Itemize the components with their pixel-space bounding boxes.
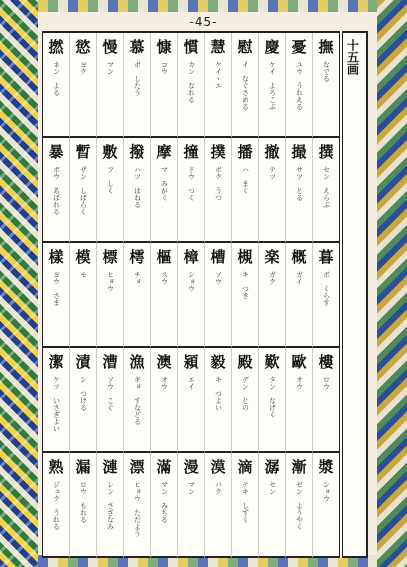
kanji-cell (97, 453, 124, 558)
kanji-cell (259, 243, 286, 348)
kanji-cell (151, 243, 178, 348)
kanji-character: 播 (237, 143, 253, 161)
kanji-cell (313, 348, 340, 453)
kanji-reading: イ なぐさめる (241, 61, 250, 110)
kanji-character: 槻 (237, 248, 253, 266)
kanji-reading: ユウ うれえる (295, 61, 304, 110)
kanji-reading: ガク (268, 271, 277, 285)
kanji-cell (259, 453, 286, 558)
kanji-cell (259, 138, 286, 243)
kanji-cell (178, 348, 205, 453)
kanji-character: 撥 (129, 143, 145, 161)
kanji-character: 憂 (291, 38, 307, 56)
kanji-reading: なでる (322, 61, 331, 82)
kanji-reading: ヒョウ ただよう (133, 481, 142, 537)
kanji-character: 澳 (156, 353, 172, 371)
kanji-cell (151, 453, 178, 558)
kanji-cell (43, 348, 70, 453)
kanji-cell (232, 138, 259, 243)
kanji-cell (259, 348, 286, 453)
kanji-cell (178, 138, 205, 243)
kanji-cell (43, 33, 70, 138)
kanji-reading: ボウ あばれる (52, 166, 61, 215)
kanji-character: 漸 (291, 458, 307, 476)
kanji-reading: ハツ はねる (133, 166, 142, 208)
kanji-reading: ギョ すなどる (133, 376, 142, 425)
kanji-character: 漕 (102, 353, 118, 371)
kanji-reading: カン なれる (187, 61, 196, 103)
kanji-character: 漏 (75, 458, 91, 476)
kanji-cell (232, 453, 259, 558)
kanji-cell (43, 138, 70, 243)
kanji-cell (151, 348, 178, 453)
kanji-cell (205, 138, 232, 243)
kanji-cell (124, 138, 151, 243)
kanji-reading: マン (187, 481, 196, 495)
kanji-cell (286, 138, 313, 243)
kanji-reading: セン えらぶ (322, 166, 331, 208)
kanji-cell (286, 33, 313, 138)
kanji-character: 撞 (183, 143, 199, 161)
kanji-cell (286, 243, 313, 348)
kanji-reading: キ つよい (214, 376, 223, 411)
kanji-character: 漁 (129, 353, 145, 371)
kanji-character: 暴 (48, 143, 64, 161)
kanji-cell (313, 138, 340, 243)
kanji-reading: マ みがく (160, 166, 169, 201)
kanji-reading: ドウ つく (187, 166, 196, 201)
kanji-reading: ハ まく (241, 166, 250, 194)
kanji-reading: コウ (160, 61, 169, 75)
kanji-cell (97, 33, 124, 138)
kanji-table (42, 31, 368, 558)
kanji-cell (205, 453, 232, 558)
kanji-character: 漿 (318, 458, 334, 476)
kanji-character: 慶 (264, 38, 280, 56)
kanji-reading: テキ しずく (241, 481, 250, 523)
kanji-character: 慰 (237, 38, 253, 56)
kanji-character: 殿 (237, 353, 253, 371)
kanji-character: 撰 (318, 143, 334, 161)
stroke-count-label: 十五画 (345, 39, 360, 75)
kanji-character: 慣 (183, 38, 199, 56)
kanji-reading: マン みちる (160, 481, 169, 523)
kanji-character: 慾 (75, 38, 91, 56)
kanji-character: 滴 (237, 458, 253, 476)
kanji-cell (43, 243, 70, 348)
kanji-character: 槽 (210, 248, 226, 266)
kanji-character: 潔 (48, 353, 64, 371)
kanji-character: 撚 (48, 38, 64, 56)
kanji-cell (205, 348, 232, 453)
kanji-character: 慢 (102, 38, 118, 56)
kanji-character: 概 (291, 248, 307, 266)
kanji-reading: ロウ (322, 376, 331, 390)
kanji-character: 樗 (129, 248, 145, 266)
kanji-reading: バク (214, 481, 223, 495)
page-number: -45- (189, 15, 218, 29)
kanji-cell (124, 453, 151, 558)
kanji-character: 漂 (129, 458, 145, 476)
kanji-cell (259, 33, 286, 138)
kanji-cell (178, 453, 205, 558)
kanji-cell (151, 138, 178, 243)
kanji-character: 歐 (291, 353, 307, 371)
kanji-cell (70, 243, 97, 348)
kanji-cell (124, 33, 151, 138)
kanji-cell (70, 33, 97, 138)
kanji-cell (232, 33, 259, 138)
kanji-reading: ヒョウ (106, 271, 115, 292)
kanji-reading: フ しく (106, 166, 115, 194)
kanji-reading: ジュク うれる (52, 481, 61, 530)
kanji-cell (286, 453, 313, 558)
kanji-character: 滿 (156, 458, 172, 476)
kanji-character: 潺 (264, 458, 280, 476)
kanji-cell (70, 453, 97, 558)
kanji-reading: キ つき (241, 271, 250, 299)
kanji-character: 撮 (291, 143, 307, 161)
kanji-character: 漣 (102, 458, 118, 476)
kanji-cell (97, 138, 124, 243)
kanji-character: 慷 (156, 38, 172, 56)
kanji-character: 漫 (183, 458, 199, 476)
kanji-reading: ケツ いさぎよい (52, 376, 61, 432)
kanji-cell (43, 453, 70, 558)
decorative-border-right (377, 0, 407, 567)
kanji-cell (286, 348, 313, 453)
kanji-cell (205, 243, 232, 348)
kanji-reading: オウ (160, 376, 169, 390)
kanji-character: 撤 (264, 143, 280, 161)
kanji-reading: ヨウ さま (52, 271, 61, 306)
kanji-cell (205, 33, 232, 138)
kanji-character: 標 (102, 248, 118, 266)
kanji-reading: ケイ・エ (214, 61, 223, 89)
kanji-cell (70, 348, 97, 453)
kanji-reading: ザン しばらく (79, 166, 88, 215)
kanji-reading: ケイ よろこぶ (268, 61, 277, 110)
kanji-character: 樣 (48, 248, 64, 266)
kanji-reading: シ つける (79, 376, 88, 411)
kanji-cell (313, 33, 340, 138)
kanji-reading: ネン よる (52, 61, 61, 96)
kanji-cell (232, 243, 259, 348)
kanji-character: 樟 (183, 248, 199, 266)
kanji-character: 暮 (318, 248, 334, 266)
kanji-reading: テツ (268, 166, 277, 180)
kanji-character: 潁 (183, 353, 199, 371)
kanji-reading: ボク うつ (214, 166, 223, 201)
kanji-reading: ロウ もれる (79, 481, 88, 523)
kanji-character: 撲 (210, 143, 226, 161)
kanji-cell (232, 348, 259, 453)
kanji-character: 漬 (75, 353, 91, 371)
kanji-reading: ガイ (295, 271, 304, 285)
kanji-character: 歎 (264, 353, 280, 371)
kanji-cell (313, 243, 340, 348)
kanji-reading: デン との (241, 376, 250, 411)
kanji-cell (97, 243, 124, 348)
kanji-character: 慧 (210, 38, 226, 56)
kanji-character: 模 (75, 248, 91, 266)
kanji-character: 熟 (48, 458, 64, 476)
kanji-reading: サツ とる (295, 166, 304, 201)
kanji-reading: ボ したう (133, 61, 142, 96)
decorative-border-top (38, 0, 377, 12)
kanji-cell (97, 348, 124, 453)
kanji-reading: スウ (160, 271, 169, 285)
kanji-reading: ヨク (79, 61, 88, 75)
kanji-cell (178, 33, 205, 138)
kanji-cell (70, 138, 97, 243)
kanji-cell (313, 453, 340, 558)
kanji-reading: タン なげく (268, 376, 277, 418)
kanji-reading: ショウ (187, 271, 196, 292)
kanji-character: 撫 (318, 38, 334, 56)
kanji-character: 摩 (156, 143, 172, 161)
kanji-cell (124, 348, 151, 453)
kanji-reading: ゼン ようやく (295, 481, 304, 530)
kanji-character: 樞 (156, 248, 172, 266)
kanji-reading: オウ (295, 376, 304, 390)
kanji-reading: セン (268, 481, 277, 495)
kanji-reading: マン (106, 61, 115, 75)
kanji-character: 楽 (264, 248, 280, 266)
kanji-reading: モ (79, 271, 88, 278)
kanji-character: 樓 (318, 353, 334, 371)
kanji-character: 漠 (210, 458, 226, 476)
kanji-character: 毅 (210, 353, 226, 371)
kanji-character: 暫 (75, 143, 91, 161)
kanji-character: 敷 (102, 143, 118, 161)
kanji-reading: レン さざなみ (106, 481, 115, 530)
kanji-cell (124, 243, 151, 348)
kanji-grid (42, 31, 340, 558)
kanji-cell (151, 33, 178, 138)
kanji-reading: ソウ こぐ (106, 376, 115, 411)
decorative-border-left (0, 0, 38, 567)
stroke-count-header (342, 31, 368, 558)
kanji-reading: ボ くらす (322, 271, 331, 306)
kanji-reading: ショウ (322, 481, 331, 502)
kanji-reading: エイ (187, 376, 196, 390)
kanji-reading: ソウ (214, 271, 223, 285)
kanji-character: 慕 (129, 38, 145, 56)
kanji-cell (178, 243, 205, 348)
kanji-reading: チョ (133, 271, 142, 285)
